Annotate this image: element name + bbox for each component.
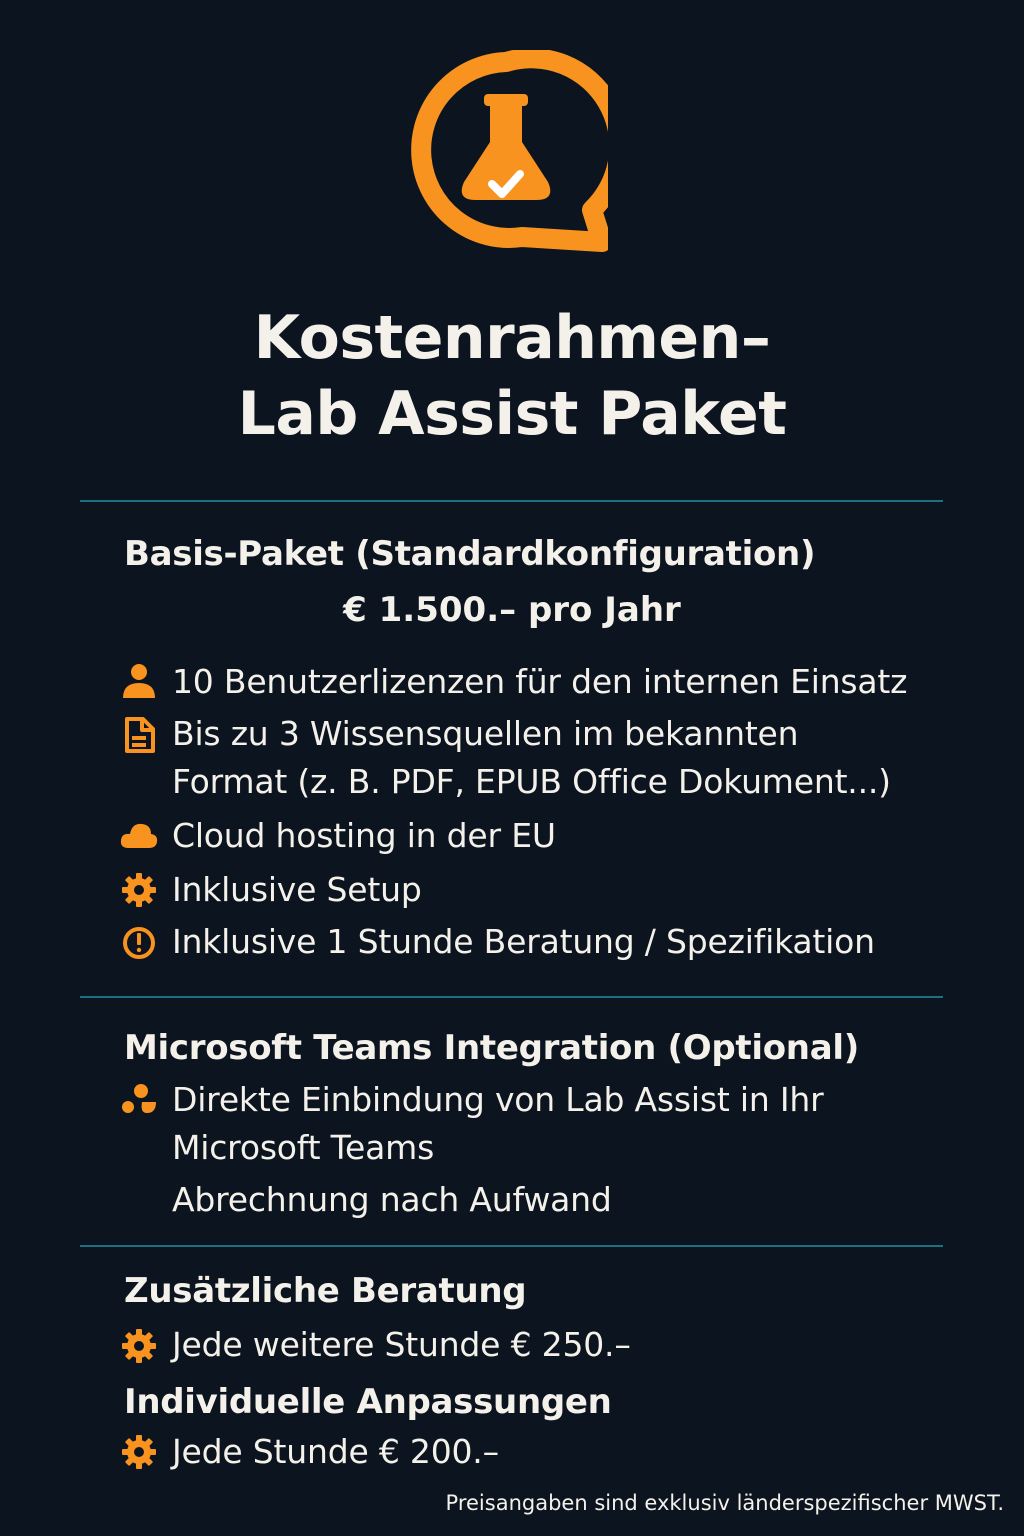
basis-item-knowledge-sources: Bis zu 3 Wissensquellen im bekannten Format (z. B. PDF, EPUB Office Dokument...) bbox=[172, 714, 891, 801]
anpassungen-heading: Individuelle Anpassungen bbox=[124, 1382, 612, 1422]
basis-item-setup: Inklusive Setup bbox=[172, 870, 422, 909]
divider bbox=[80, 500, 943, 502]
page-title bbox=[0, 300, 1024, 452]
cloud-icon bbox=[120, 816, 158, 854]
clock-icon bbox=[120, 924, 158, 962]
divider bbox=[80, 1245, 943, 1247]
beratung-heading: Zusätzliche Beratung bbox=[124, 1271, 527, 1311]
user-icon bbox=[120, 662, 158, 700]
basis-price: € 1.500.– pro Jahr bbox=[343, 590, 681, 630]
title-line-1: Kostenrahmen– bbox=[253, 303, 771, 373]
basis-item-consulting: Inklusive 1 Stunde Beratung / Spezifikation bbox=[172, 922, 875, 961]
teams-heading: Microsoft Teams Integration (Optional) bbox=[124, 1028, 859, 1068]
gear-icon bbox=[120, 1433, 158, 1471]
anpassungen-item: Jede Stunde € 200.– bbox=[172, 1432, 499, 1471]
teams-icon bbox=[120, 1080, 158, 1118]
footnote: Preisangaben sind exklusiv länderspezifischer MWST. bbox=[445, 1491, 1004, 1515]
document-icon bbox=[120, 716, 158, 754]
basis-item-licenses: 10 Benutzerlizenzen für den internen Einsatz bbox=[172, 662, 908, 701]
basis-item-cloud-hosting: Cloud hosting in der EU bbox=[172, 816, 556, 855]
flask-check-chat-bubble-icon bbox=[404, 50, 608, 256]
beratung-item: Jede weitere Stunde € 250.– bbox=[172, 1325, 631, 1364]
gear-icon bbox=[120, 1327, 158, 1365]
divider bbox=[80, 996, 943, 998]
title-line-2: Lab Assist Paket bbox=[237, 379, 787, 449]
gear-icon bbox=[120, 871, 158, 909]
basis-heading: Basis-Paket (Standardkonfiguration) bbox=[124, 534, 816, 574]
teams-item: Direkte Einbindung von Lab Assist in Ihr Microsoft Teams Abrechnung nach Aufwand bbox=[172, 1080, 824, 1219]
